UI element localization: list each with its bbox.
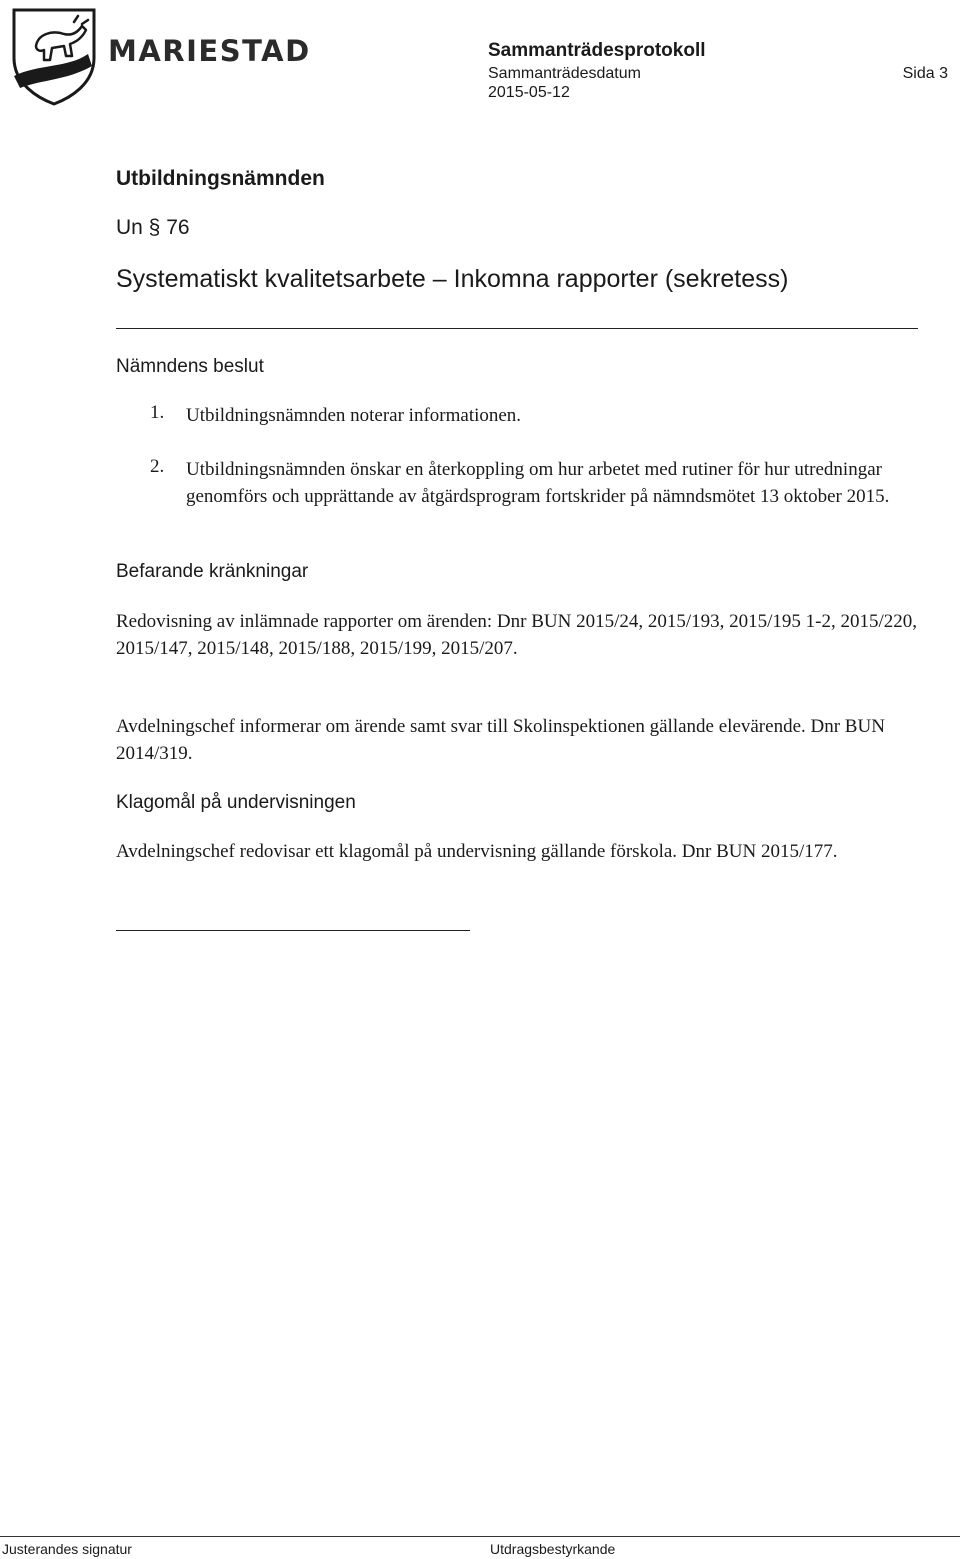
footer-divider xyxy=(0,1536,960,1537)
committee-name: Utbildningsnämnden xyxy=(116,167,325,190)
section-paragraph: Avdelningschef informerar om ärende samt svar till Skolinspektionen gällande elevärende. Dnr BUN 2014/319. xyxy=(116,716,885,764)
coat-of-arms-logo xyxy=(8,6,100,106)
section-heading-complaints: Klagomål på undervisningen xyxy=(116,792,356,813)
page-number: Sida 3 xyxy=(902,65,948,82)
decision-item-text: Utbildningsnämnden noterar informationen. xyxy=(186,405,522,426)
section-paragraph: Avdelningschef redovisar ett klagomål på undervisning gällande förskola. Dnr BUN 2015/177. xyxy=(116,841,838,862)
decision-item-number: 2. xyxy=(150,456,165,477)
brand-name: MARIESTAD xyxy=(108,34,311,68)
end-divider xyxy=(116,930,470,931)
adjuster-signature-label: Justerandes signatur xyxy=(2,1541,132,1557)
section-paragraph: Redovisning av inlämnade rapporter om ärenden: Dnr BUN 2015/24, 2015/193, 2015/195 1-2, 2015/220, 2015/147, 2015/148, 2015/188, 2015/199, 2015/207. xyxy=(116,611,918,659)
section-heading-harassment: Befarande kränkningar xyxy=(116,561,309,582)
decision-item-number: 1. xyxy=(150,402,165,423)
decision-heading: Nämndens beslut xyxy=(116,356,264,377)
document-title: Systematiskt kvalitetsarbete – Inkomna rapporter (sekretess) xyxy=(116,265,789,293)
extract-certification-label: Utdragsbestyrkande xyxy=(490,1541,616,1557)
meeting-date-label: Sammanträdesdatum xyxy=(488,65,641,82)
meeting-date: 2015-05-12 xyxy=(488,84,570,101)
title-divider xyxy=(116,328,918,329)
decision-item-text: Utbildningsnämnden önskar en återkoppling om hur arbetet med rutiner för hur utredningar genomförs och upprättande av åtgärdsprogram fortskrider på nämndsmötet 13 oktober 2015. xyxy=(186,459,890,507)
paragraph-number: Un § 76 xyxy=(116,216,190,239)
protocol-title: Sammanträdesprotokoll xyxy=(488,40,706,61)
